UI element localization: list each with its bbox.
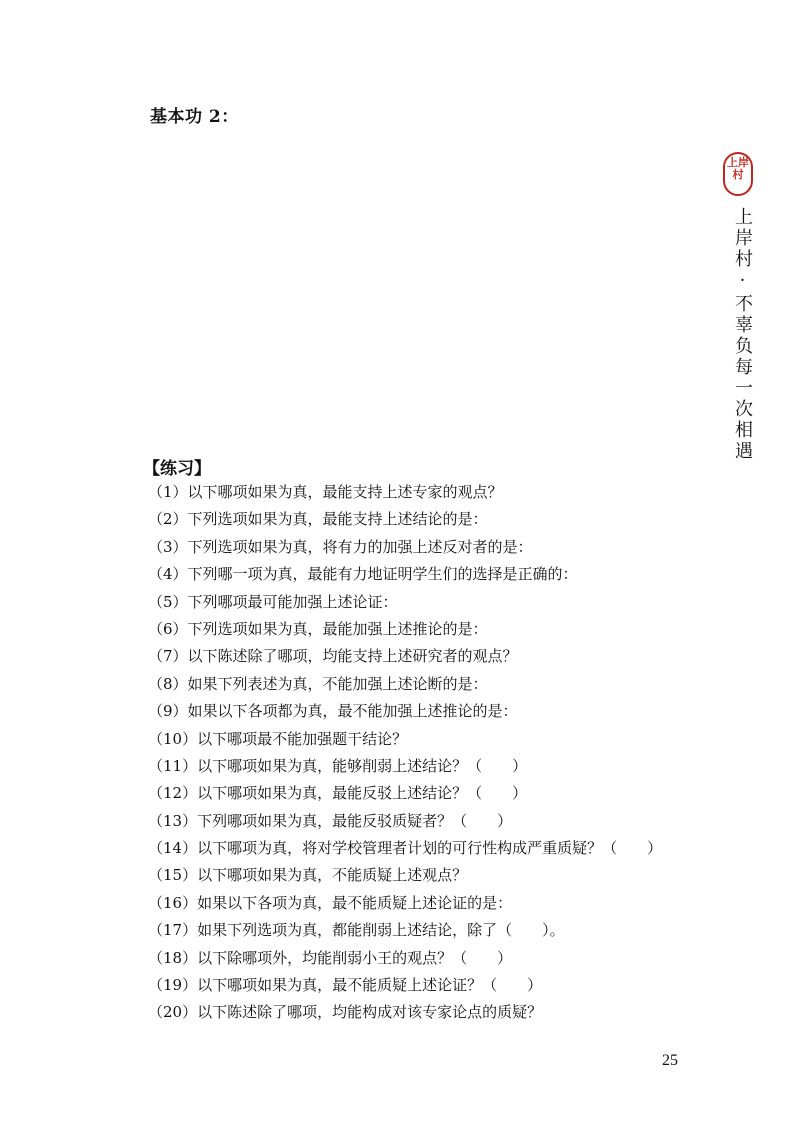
exercise-item: （9）如果以下各项都为真，最不能加强上述推论的是： <box>148 702 518 721</box>
exercise-item: （6）下列选项如果为真，最能加强上述推论的是： <box>148 619 488 638</box>
exercise-item: （16）如果以下各项为真，最不能质疑上述论证的是： <box>148 893 513 912</box>
exercise-item: （15）以下哪项如果为真，不能质疑上述观点？ <box>148 866 468 885</box>
seal-text: 上岸村 <box>727 156 749 181</box>
brand-slogan: 上岸村·不辜负每一次相遇 <box>732 207 753 462</box>
exercise-title: 【练习】 <box>143 459 211 479</box>
exercise-item: （10）以下哪项最不能加强题干结论？ <box>148 729 408 748</box>
exercise-item: （8）如果下列表述为真，不能加强上述论断的是： <box>148 674 488 693</box>
exercise-item: （11）以下哪项如果为真，能够削弱上述结论？（ ） <box>148 756 528 775</box>
exercise-item: （20）以下陈述除了哪项，均能构成对该专家论点的质疑？ <box>148 1003 543 1022</box>
section-heading: 基本功 2： <box>150 107 239 127</box>
exercise-item: （5）下列哪项最可能加强上述论证： <box>148 592 398 611</box>
page-number: 25 <box>662 1052 678 1069</box>
exercise-item: （14）以下哪项为真，将对学校管理者计划的可行性构成严重质疑？（ ） <box>148 839 663 858</box>
exercise-item: （19）以下哪项如果为真，最不能质疑上述论证？（ ） <box>148 976 543 995</box>
exercise-list <box>148 479 748 1027</box>
exercise-item: （12）以下哪项如果为真，最能反驳上述结论？（ ） <box>148 784 528 803</box>
brand-seal <box>723 152 753 196</box>
exercise-item: （7）以下陈述除了哪项，均能支持上述研究者的观点？ <box>148 647 518 666</box>
exercise-item: （17）如果下列选项为真，都能削弱上述结论，除了（ ）。 <box>148 921 565 940</box>
exercise-item: （13）下列哪项如果为真，最能反驳质疑者？（ ） <box>148 811 513 830</box>
exercise-item: （3）下列选项如果为真，将有力的加强上述反对者的是： <box>148 537 533 556</box>
exercise-item: （18）以下除哪项外，均能削弱小王的观点？（ ） <box>148 948 513 967</box>
exercise-item: （2）下列选项如果为真，最能支持上述结论的是： <box>148 510 488 529</box>
exercise-item: （4）下列哪一项为真，最能有力地证明学生们的选择是正确的： <box>148 565 578 584</box>
exercise-item: （1）以下哪项如果为真，最能支持上述专家的观点？ <box>148 483 503 501</box>
